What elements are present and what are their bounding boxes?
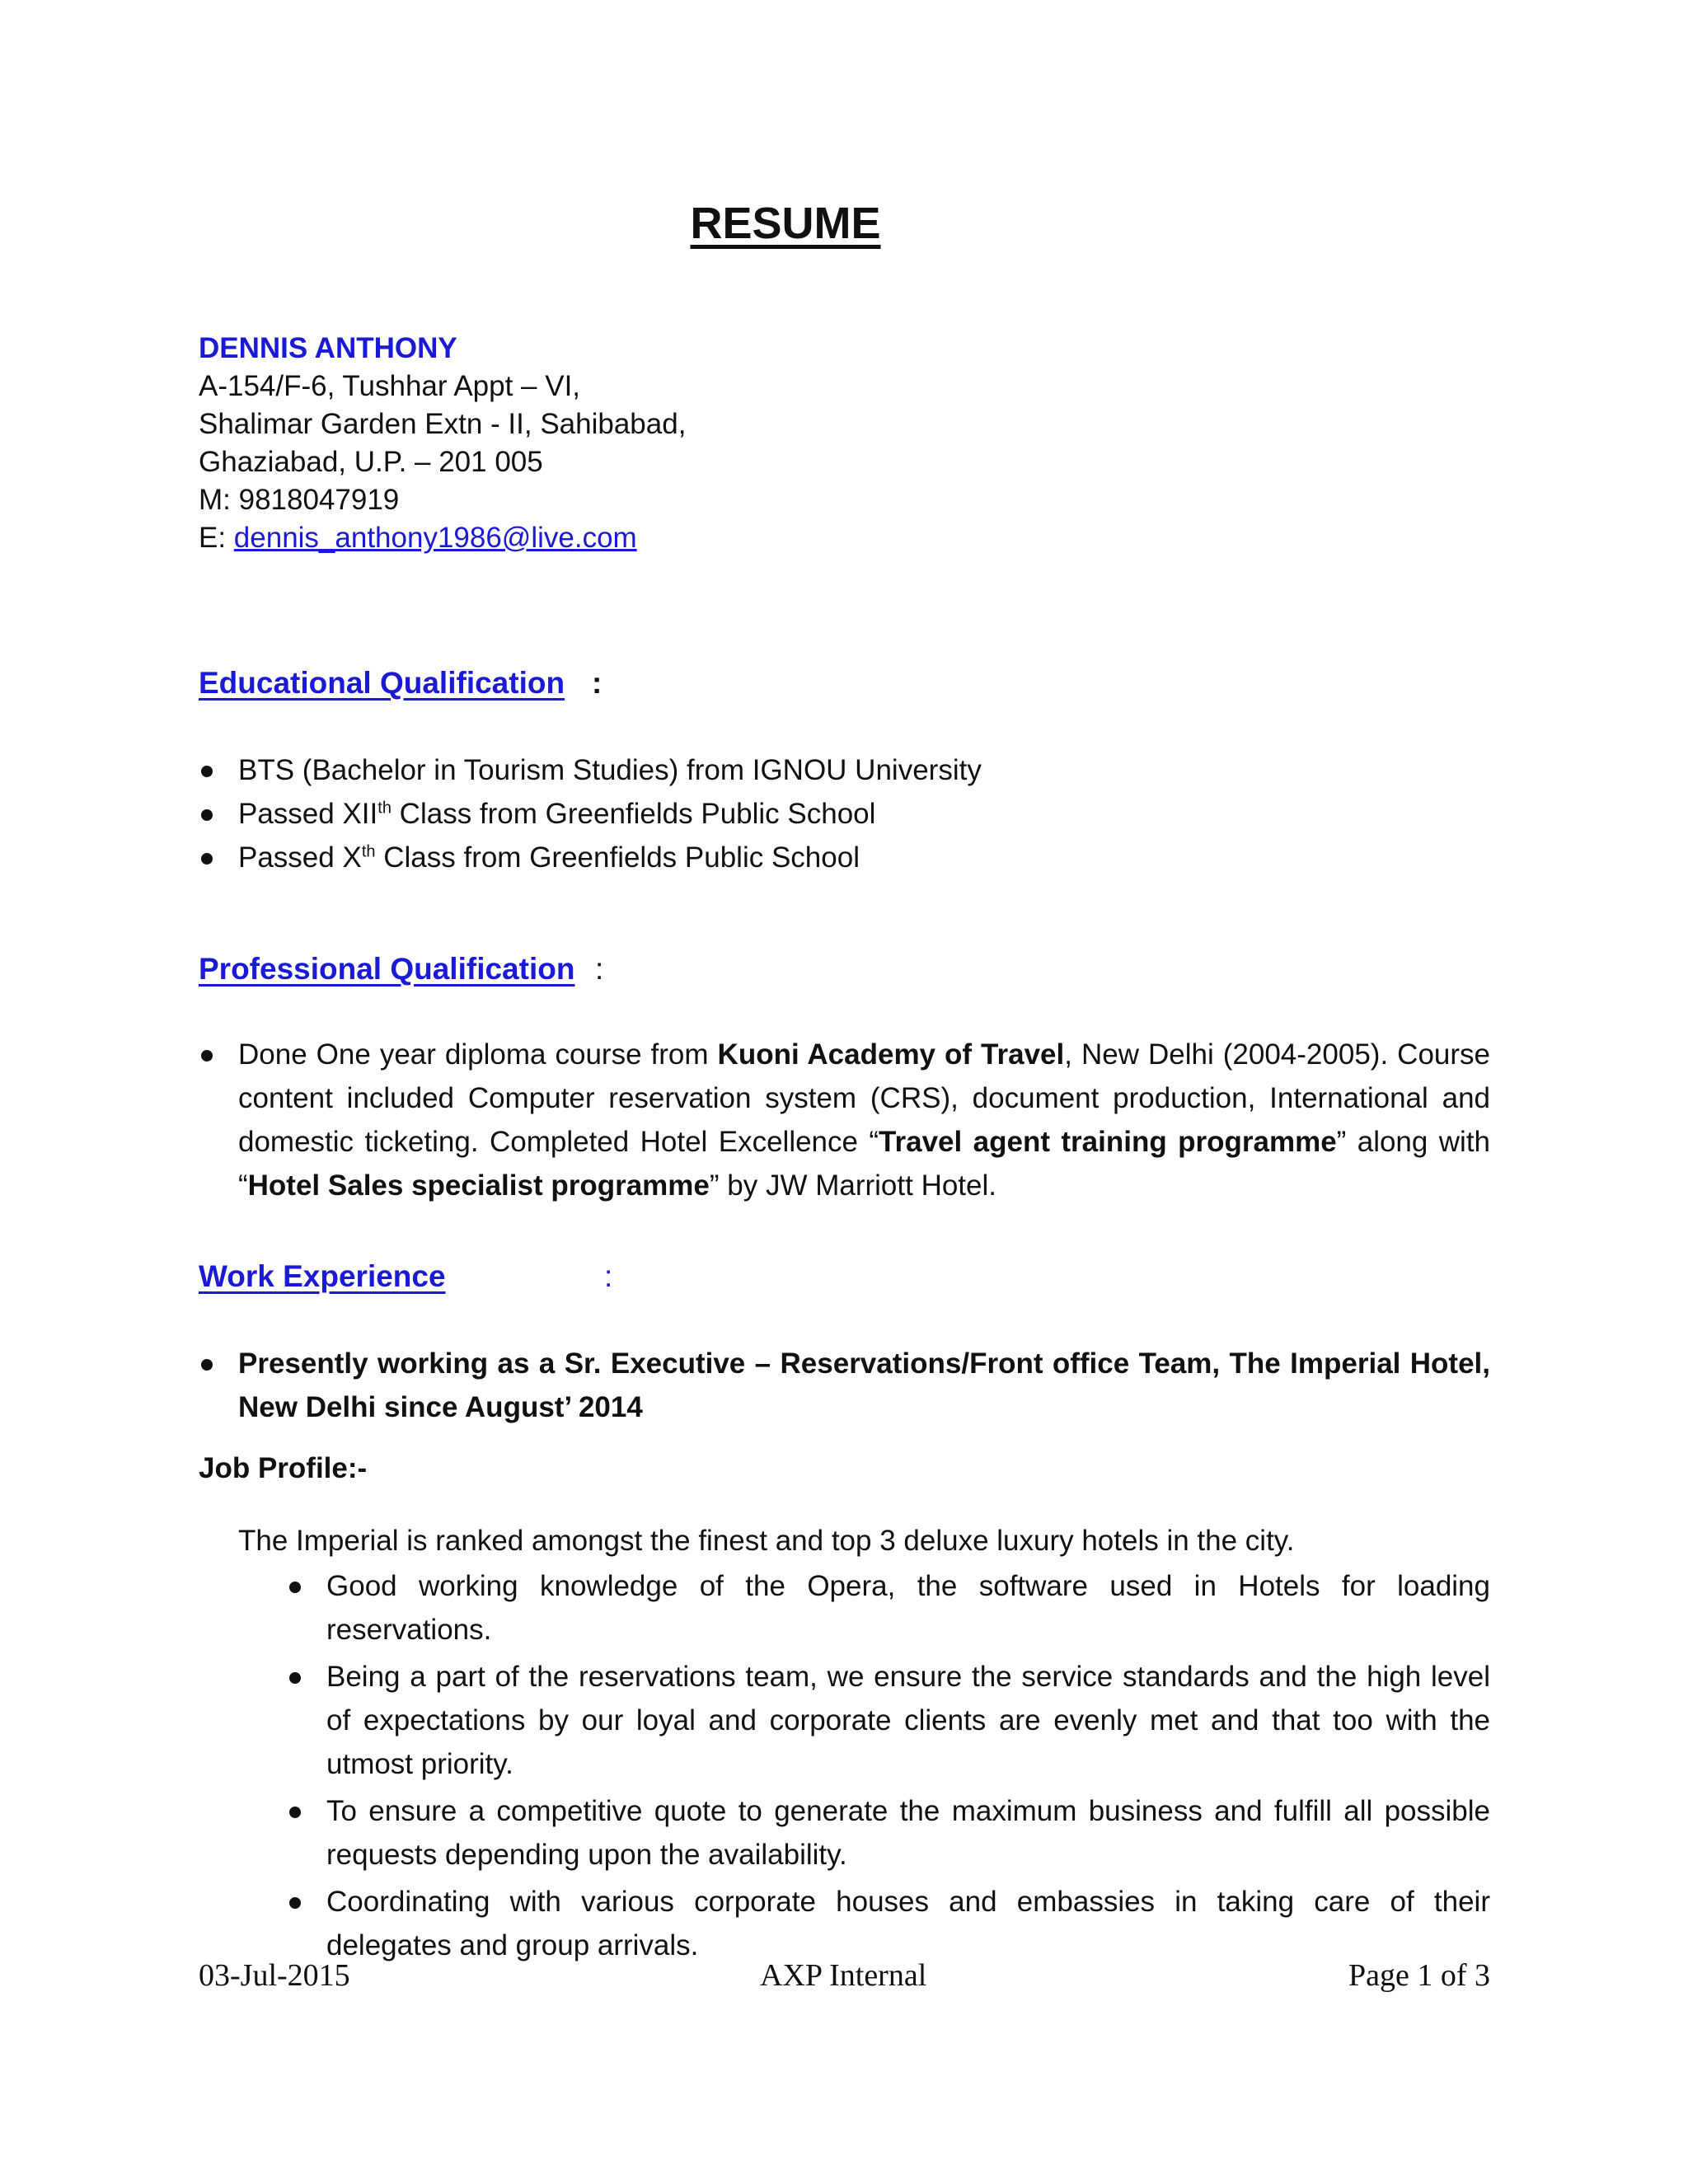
email-prefix: E: xyxy=(199,522,234,554)
footer-page-number: Page 1 of 3 xyxy=(1348,1958,1490,1993)
education-colon: : xyxy=(592,666,603,700)
work-colon: : xyxy=(604,1259,613,1293)
list-item: Passed Xth Class from Greenfields Public School xyxy=(199,836,1493,879)
list-item: Coordinating with various corporate houses and embassies in taking care of their delegates and group arrivals. xyxy=(287,1880,1490,1967)
page-title: RESUME xyxy=(690,199,881,248)
job-intro: The Imperial is ranked amongst the finest and top 3 deluxe luxury hotels in the city. xyxy=(238,1525,1295,1557)
list-item: Passed XIIth Class from Greenfields Public School xyxy=(199,792,1493,836)
professional-list xyxy=(199,1033,1490,1207)
contact-block xyxy=(199,330,686,557)
job-profile-label: Job Profile:- xyxy=(199,1452,368,1484)
professional-colon: : xyxy=(595,952,604,986)
professional-heading: Professional Qualification xyxy=(199,952,575,986)
list-item: To ensure a competitive quote to generate the maximum business and fulfill all possible requests depending upon the availability. xyxy=(287,1789,1490,1877)
footer-date: 03-Jul-2015 xyxy=(199,1958,350,1993)
education-heading: Educational Qualification xyxy=(199,666,565,700)
address-line-2: Shalimar Garden Extn - II, Sahibabad, xyxy=(199,408,687,440)
list-item: Presently working as a Sr. Executive – Reservations/Front office Team, The Imperial Hotel, New Delhi since August’ 2014 xyxy=(199,1342,1490,1429)
education-list xyxy=(199,748,1493,879)
list-item: Done One year diploma course from Kuoni Academy of Travel, New Delhi (2004-2005). Course content included Computer reservation system (CRS), document production, International and domestic ticketing. Completed Hotel Excellence “Travel agent training programme” along with “Hotel Sales specialist programme” by JW Marriott Hotel. xyxy=(199,1033,1490,1207)
list-item: Being a part of the reservations team, we ensure the service standards and the high level of expectations by our loyal and corporate clients are evenly met and that too with the utmost priority. xyxy=(287,1655,1490,1786)
address-line-1: A-154/F-6, Tushhar Appt – VI, xyxy=(199,370,581,402)
candidate-name: DENNIS ANTHONY xyxy=(199,332,457,364)
work-heading: Work Experience xyxy=(199,1259,446,1293)
email-link[interactable]: dennis_anthony1986@live.com xyxy=(233,522,637,554)
work-list xyxy=(199,1342,1490,1429)
list-item: BTS (Bachelor in Tourism Studies) from IGNOU University xyxy=(199,748,1493,792)
list-item: Good working knowledge of the Opera, the software used in Hotels for loading reservations. xyxy=(287,1564,1490,1652)
footer-classification: AXP Internal xyxy=(760,1958,927,1993)
address-line-3: Ghaziabad, U.P. – 201 005 xyxy=(199,446,543,478)
email-line xyxy=(199,519,686,557)
job-duties-list xyxy=(287,1564,1490,1971)
mobile-number: M: 9818047919 xyxy=(199,484,400,516)
